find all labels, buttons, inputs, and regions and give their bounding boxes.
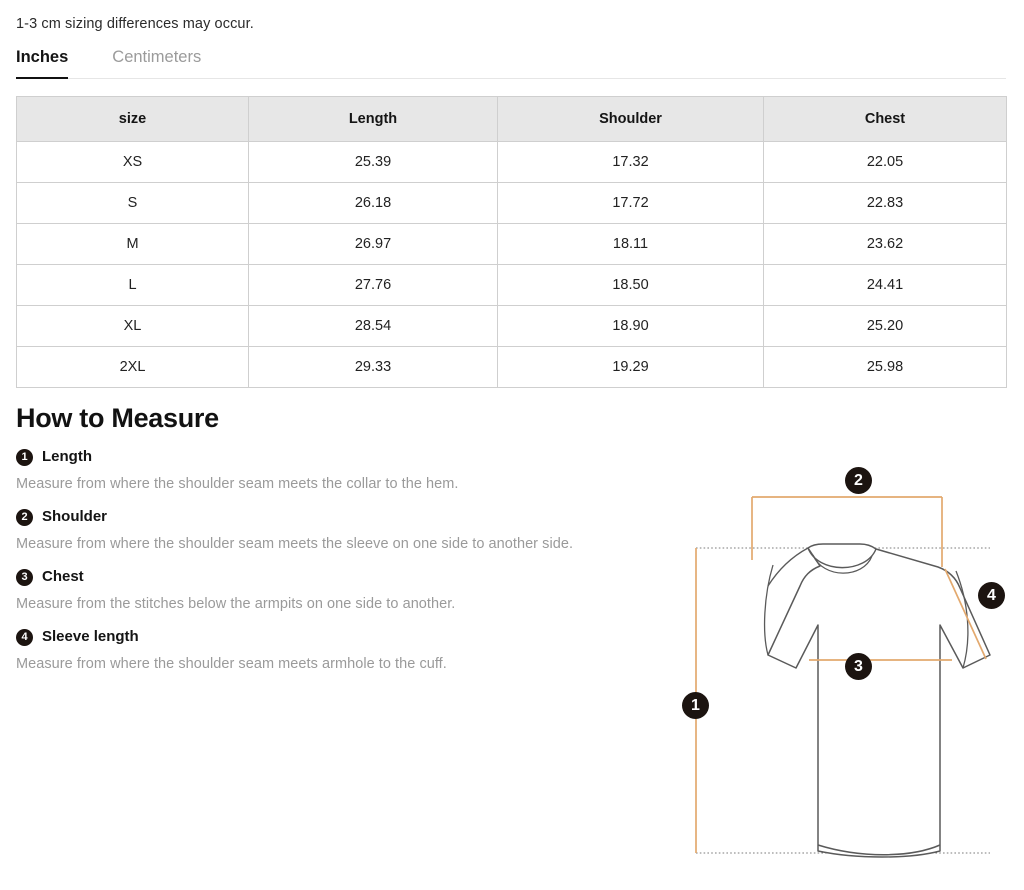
size-chart-body — [17, 142, 1007, 388]
cell-shoulder: 18.11 — [498, 224, 764, 265]
table-header-row — [17, 97, 1007, 142]
measure-item-shoulder — [16, 508, 646, 554]
cell-size: L — [17, 265, 249, 306]
table-row — [17, 142, 1007, 183]
table-row — [17, 183, 1007, 224]
tab-centimeters[interactable]: Centimeters — [112, 46, 201, 78]
measure-item-label: Shoulder — [42, 508, 108, 525]
cell-size: 2XL — [17, 347, 249, 388]
table-row — [17, 265, 1007, 306]
number-badge-2-icon: 2 — [16, 509, 33, 526]
diagram-badge-3 — [845, 653, 872, 680]
diagram-badge-2 — [845, 467, 872, 494]
unit-tabs — [16, 46, 1006, 79]
measure-item-description: Measure from the stitches below the armpits on one side to another. — [16, 596, 456, 612]
table-row — [17, 306, 1007, 347]
sizing-disclaimer: 1-3 cm sizing differences may occur. — [16, 16, 254, 32]
measure-item-chest — [16, 568, 646, 614]
cell-length: 26.97 — [249, 224, 498, 265]
how-to-measure-list — [16, 448, 646, 688]
measure-item-heading — [16, 568, 646, 586]
cell-shoulder: 17.32 — [498, 142, 764, 183]
size-chart-table — [16, 96, 1007, 388]
cell-shoulder: 18.50 — [498, 265, 764, 306]
cell-size: M — [17, 224, 249, 265]
cell-shoulder: 19.29 — [498, 347, 764, 388]
measure-item-description: Measure from where the shoulder seam meets the collar to the hem. — [16, 476, 459, 492]
cell-length: 27.76 — [249, 265, 498, 306]
number-badge-3-icon: 3 — [16, 569, 33, 586]
column-header-size: size — [17, 97, 249, 142]
diagram-badge-1 — [682, 692, 709, 719]
measure-item-heading — [16, 628, 646, 646]
column-header-shoulder: Shoulder — [498, 97, 764, 142]
cell-size: XL — [17, 306, 249, 347]
measure-item-sleeve-length — [16, 628, 646, 674]
number-badge-3-large-icon: 3 — [845, 653, 872, 680]
cell-chest: 22.05 — [764, 142, 1007, 183]
size-chart-header — [17, 97, 1007, 142]
column-header-length: Length — [249, 97, 498, 142]
measure-item-label: Sleeve length — [42, 628, 139, 645]
table-row — [17, 224, 1007, 265]
diagram-badge-4 — [978, 582, 1005, 609]
measure-item-description: Measure from where the shoulder seam meets the sleeve on one side to another side. — [16, 536, 574, 552]
cell-shoulder: 17.72 — [498, 183, 764, 224]
cell-length: 28.54 — [249, 306, 498, 347]
cell-shoulder: 18.90 — [498, 306, 764, 347]
measure-item-length — [16, 448, 646, 494]
measure-item-label: Chest — [42, 568, 84, 585]
tab-inches[interactable]: Inches — [16, 46, 68, 78]
how-to-measure-title: How to Measure — [16, 403, 219, 433]
table-row — [17, 347, 1007, 388]
measure-item-label: Length — [42, 448, 92, 465]
number-badge-1-icon: 1 — [16, 449, 33, 466]
measure-item-description: Measure from where the shoulder seam meets armhole to the cuff. — [16, 656, 447, 672]
number-badge-2-large-icon: 2 — [845, 467, 872, 494]
armhole-seam-left — [765, 565, 773, 655]
measure-item-heading — [16, 508, 646, 526]
tshirt-outline-icon — [660, 455, 1024, 890]
number-badge-4-large-icon: 4 — [978, 582, 1005, 609]
measure-item-heading — [16, 448, 646, 466]
cell-length: 25.39 — [249, 142, 498, 183]
tshirt-body-path — [768, 544, 990, 857]
cell-chest: 25.20 — [764, 306, 1007, 347]
column-header-chest: Chest — [764, 97, 1007, 142]
number-badge-4-icon: 4 — [16, 629, 33, 646]
cell-size: XS — [17, 142, 249, 183]
cell-chest: 22.83 — [764, 183, 1007, 224]
cell-size: S — [17, 183, 249, 224]
tshirt-diagram — [660, 455, 1024, 890]
cell-length: 26.18 — [249, 183, 498, 224]
cell-length: 29.33 — [249, 347, 498, 388]
cell-chest: 25.98 — [764, 347, 1007, 388]
cell-chest: 24.41 — [764, 265, 1007, 306]
cell-chest: 23.62 — [764, 224, 1007, 265]
number-badge-1-large-icon: 1 — [682, 692, 709, 719]
